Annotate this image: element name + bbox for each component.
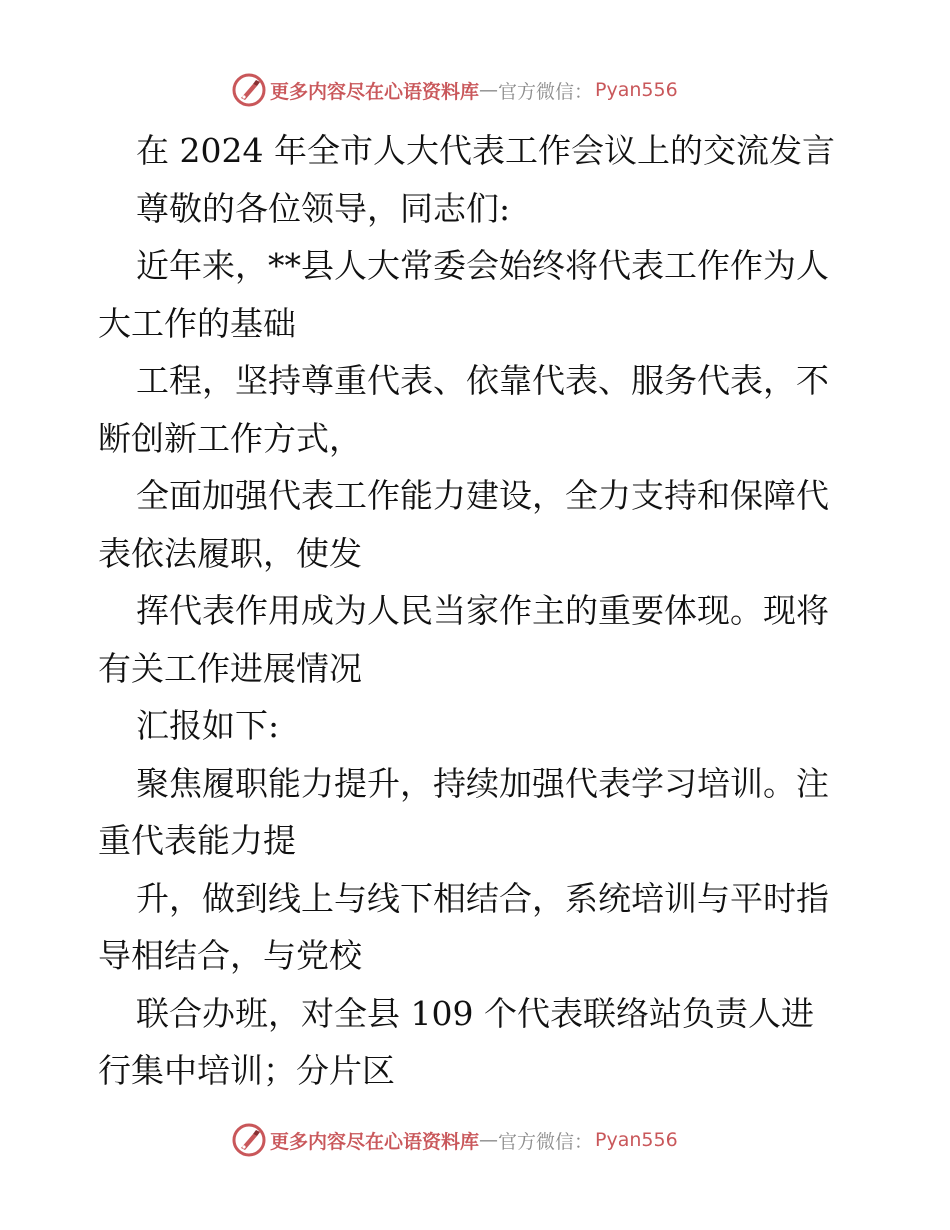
paragraph-line: 表依法履职，使发 [98,533,362,573]
paragraph-line: 全面加强代表工作能力建设，全力支持和保障代 [136,476,829,515]
header-banner-dash: — [479,79,499,101]
footer-banner-account: Pyan556 [595,1129,678,1151]
footer-banner-sub-text: 官方微信： [498,1130,594,1153]
pen-nib-logo-icon [232,73,266,107]
document-body [98,122,858,1100]
footer-banner-dash: — [479,1129,499,1151]
footer-banner [232,1120,678,1160]
paragraph-line: 汇报如下: [136,706,280,745]
header-banner-sub-text: 官方微信： [498,80,594,103]
paragraph-line: 有关工作进展情况 [98,648,362,688]
paragraph-line: 升，做到线上与线下相结合，系统培训与平时指 [136,878,829,918]
paragraph-line: 聚焦履职能力提升，持续加强代表学习培训。注 [136,763,829,803]
paragraph-line: 工程，坚持尊重代表、依靠代表、服务代表，不 [136,361,829,400]
header-banner-main-text: 更多内容尽在心语资料库 [270,80,480,103]
document-title: 在 2024 年全市人大代表工作会议上的交流发言 [136,131,835,170]
paragraph-line: 近年来，**县人大常委会始终将代表工作作为人 [136,246,829,285]
paragraph-line: 大工作的基础 [98,303,296,343]
paragraph-line: 导相结合，与党校 [98,936,362,975]
footer-banner-main-text: 更多内容尽在心语资料库 [270,1130,480,1153]
paragraph-line: 断创新工作方式， [98,418,362,458]
paragraph-line: 联合办班，对全县 109 个代表联络站负责人进 [136,993,814,1033]
header-banner-account: Pyan556 [595,79,678,101]
header-banner [232,70,678,110]
paragraph-line: 行集中培训；分片区 [98,1051,395,1090]
paragraph-line: 挥代表作用成为人民当家作主的重要体现。现将 [136,591,829,630]
pen-nib-logo-icon [232,1123,266,1157]
salutation: 尊敬的各位领导，同志们: [136,188,511,228]
paragraph-line: 重代表能力提 [98,821,296,860]
